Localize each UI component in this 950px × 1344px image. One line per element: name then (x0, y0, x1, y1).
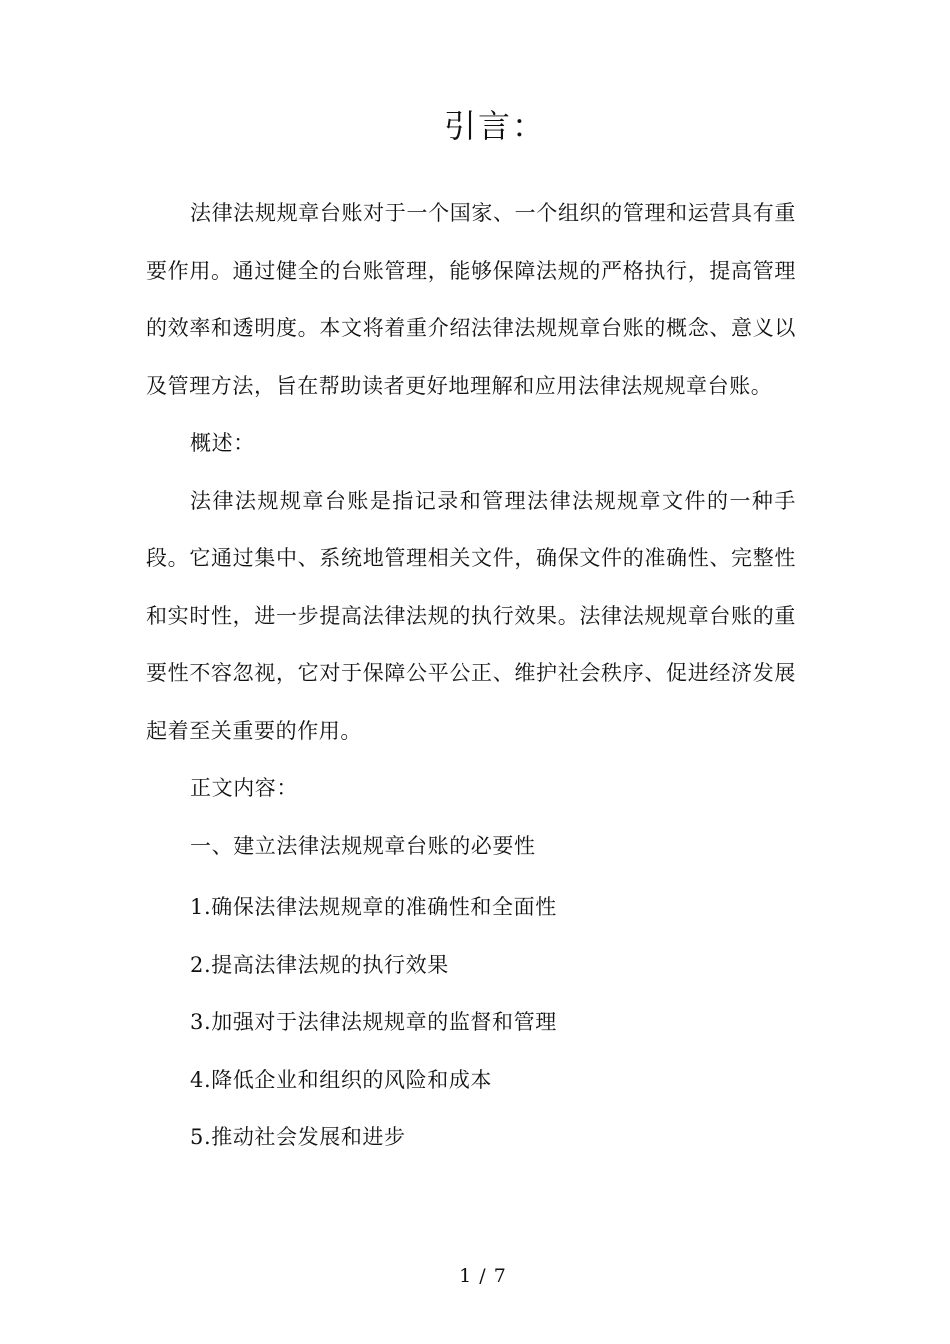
list-item: 5.推动社会发展和进步 (190, 1125, 406, 1149)
list-item: 2.提高法律法规的执行效果 (190, 952, 449, 977)
necessity-list (146, 879, 796, 1167)
intro-paragraph: 法律法规规章台账对于一个国家、一个组织的管理和运营具有重要作用。通过健全的台账管理，能够保障法规的严格执行，提高管理的效率和透明度。本文将着重介绍法律法规规章台账的概念、意义以及管理方法，旨在帮助读者更好地理解和应用法律法规规章台账。 (146, 201, 796, 398)
overview-heading: 概述： (190, 431, 255, 455)
body-heading: 正文内容： (190, 776, 298, 800)
document-body (146, 185, 796, 1167)
section-heading: 一、建立法律法规规章台账的必要性 (190, 833, 536, 858)
page-title: 引言： (443, 107, 546, 145)
overview-paragraph: 法律法规规章台账是指记录和管理法律法规规章文件的一种手段。它通过集中、系统地管理相关文件，确保文件的准确性、完整性和实时性，进一步提高法律法规的执行效果。法律法规规章台账的重要性不容忽视，它对于保障公平公正、维护社会秩序、促进经济发展起着至关重要的作用。 (146, 488, 796, 743)
list-item: 4.降低企业和组织的风险和成本 (190, 1067, 493, 1092)
list-item: 1.确保法律法规规章的准确性和全面性 (190, 895, 557, 919)
page-number: 1 / 7 (459, 1265, 507, 1287)
list-item: 3.加强对于法律法规规章的监督和管理 (190, 1010, 557, 1034)
